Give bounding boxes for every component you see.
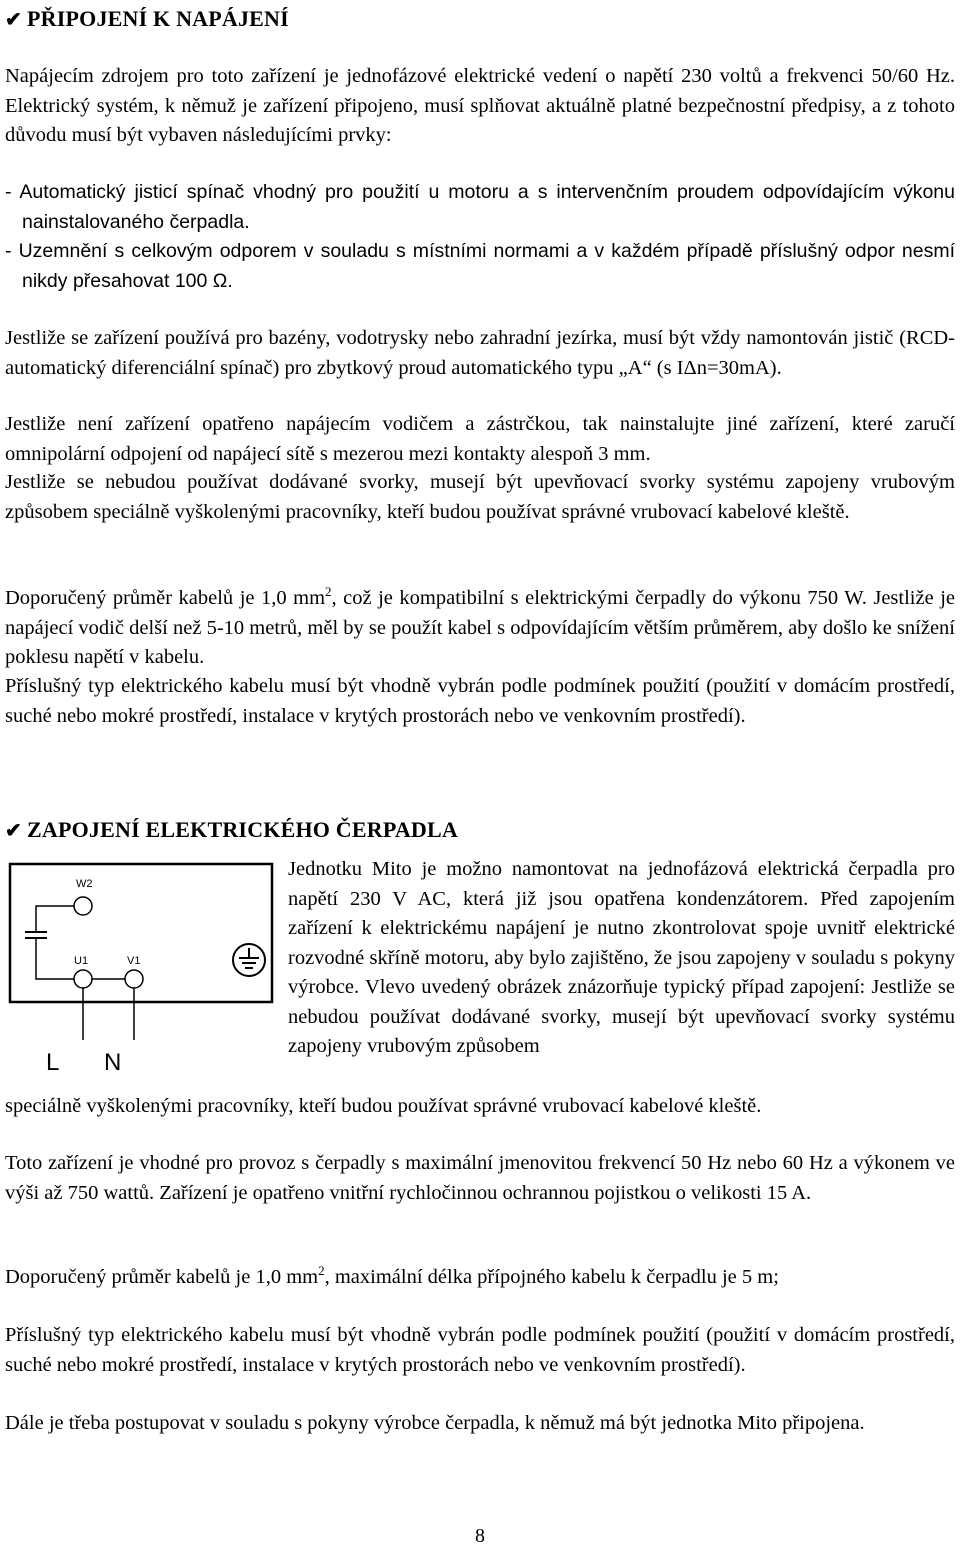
intro-paragraph: Napájecím zdrojem pro toto zařízení je jednofázové elektrické vedení o napětí 230 voltů a frekvenci 50/60 Hz. Elektrický systém, k němuž je zařízení připojeno, musí splňovat aktuálně platné bezpečnostní předpisy, a z tohoto důvodu musí být vybaven následujícími prvky: [5,65,955,146]
label-n: N [104,1049,122,1076]
superscript: 2 [318,1263,325,1278]
cable-text-b: , což je kompatibilní s elektrickými čerpadly do výkonu 750 W. Jestliže je napájecí vodič delší než 5-10 metrů, měl by se použít kabel s odpovídajícím větším průměrem, aby došlo ke snížení poklesu napětí v kabelu. [5,587,955,668]
label-l: L [46,1049,60,1076]
bullet-text: - Uzemnění s celkovým odporem v souladu s místními normami a v každém případě příslušný odpor nesmí nikdy přesahovat 100 Ω. [5,240,955,292]
cable-text-a: Doporučený průměr kabelů je 1,0 mm [5,1266,319,1288]
wire-u1 [36,938,74,979]
wiring-description: Jednotku Mito je možno namontovat na jednofázová elektrická čerpadla pro napětí 230 V AC, která již jsou opatřena kondenzátorem. Před zapojením zařízení k elektrickému napájení je nutno zkontrolovat spoje uvnitř elektrické rozvodné skříně motoru, aby bylo zajištěno, že jsou zapojeny v souladu s pokyny výrobce. Vlevo uvedený obrázek znázorňuje typický případ zapojení: Jestliže se nebudou používat dodávané svorky, musejí být upevňovací svorky systému zapojeny vrubovým způsobem [288,858,955,1057]
plug-paragraph: Jestliže není zařízení opatřeno napájecím vodičem a zástrčkou, tak nainstalujte jiné zařízení, které zaručí omnipolární odpojení od napájecí sítě s mezerou mezi kontakty alespoň 3 mm. [5,413,955,465]
rcd-paragraph: Jestliže se zařízení používá pro bazény, vodotrysky nebo zahradní jezírka, musí být vždy namontován jistič (RCD-automatický diferenciální spínač) pro zbytkový proud automatického typu „A“ (s IΔn=30mA). [5,327,955,379]
cable-type-paragraph: Příslušný typ elektrického kabelu musí být vhodně vybrán podle podmínek použití (použití v domácím prostředí, suché nebo mokré prostředí, instalace v krytých prostorách nebo ve venkovním prostředí). [5,675,955,727]
label-v1: V1 [127,955,141,967]
section-heading-power [5,4,289,36]
final-paragraph: Dále je třeba postupovat v souladu s pokyny výrobce čerpadla, k němuž má být jednotka Mito připojena. [5,1412,865,1434]
heading-text: PŘIPOJENÍ K NAPÁJENÍ [27,6,289,31]
wiring-description-continued: speciálně vyškolenými pracovníky, kteří budou používat správné vrubovací kabelové kleště. [5,1095,762,1117]
cable-paragraph [5,584,955,673]
cable-text-b: , maximální délka přípojného kabelu k čerpadlu je 5 m; [324,1266,779,1288]
bullet-circuit-breaker [5,178,955,237]
label-w2: W2 [76,878,93,890]
wiring-diagram [8,862,280,1076]
wire-w2 [36,906,74,932]
cable-paragraph-2 [5,1263,955,1293]
superscript: 2 [325,584,332,599]
cable-text-a: Doporučený průměr kabelů je 1,0 mm [5,587,326,609]
frequency-paragraph: Toto zařízení je vhodné pro provoz s čerpadly s maximální jmenovitou frekvencí 50 Hz nebo 60 Hz a výkonem ve výši až 750 wattů. Zařízení je opatřeno vnitřní rychločinnou ochrannou pojistkou o velikosti 15 A. [5,1152,955,1204]
heading-text: ZAPOJENÍ ELEKTRICKÉHO ČERPADLA [27,817,458,842]
section-heading-pump-wiring [5,815,458,847]
label-u1: U1 [74,955,89,967]
terminal-u1 [74,970,92,988]
bullet-text: - Automatický jisticí spínač vhodný pro použití u motoru a s intervenčním proudem odpovídajícím výkonu nainstalovaného čerpadla. [5,181,955,233]
bullet-grounding [5,237,955,296]
terminals-paragraph: Jestliže se nebudou používat dodávané svorky, musejí být upevňovací svorky systému zapojeny vrubovým způsobem speciálně vyškolenými pracovníky, kteří budou používat správné vrubovací kabelové kleště. [5,471,955,523]
check-icon: ✔ [5,820,22,842]
cable-type-paragraph-2: Příslušný typ elektrického kabelu musí být vhodně vybrán podle podmínek použití (použití v domácím prostředí, suché nebo mokré prostředí, instalace v krytých prostorách nebo ve venkovním prostředí). [5,1324,955,1376]
check-icon: ✔ [5,9,22,31]
terminal-v1 [125,970,143,988]
page-number: 8 [475,1525,485,1547]
terminal-w2 [74,897,92,915]
